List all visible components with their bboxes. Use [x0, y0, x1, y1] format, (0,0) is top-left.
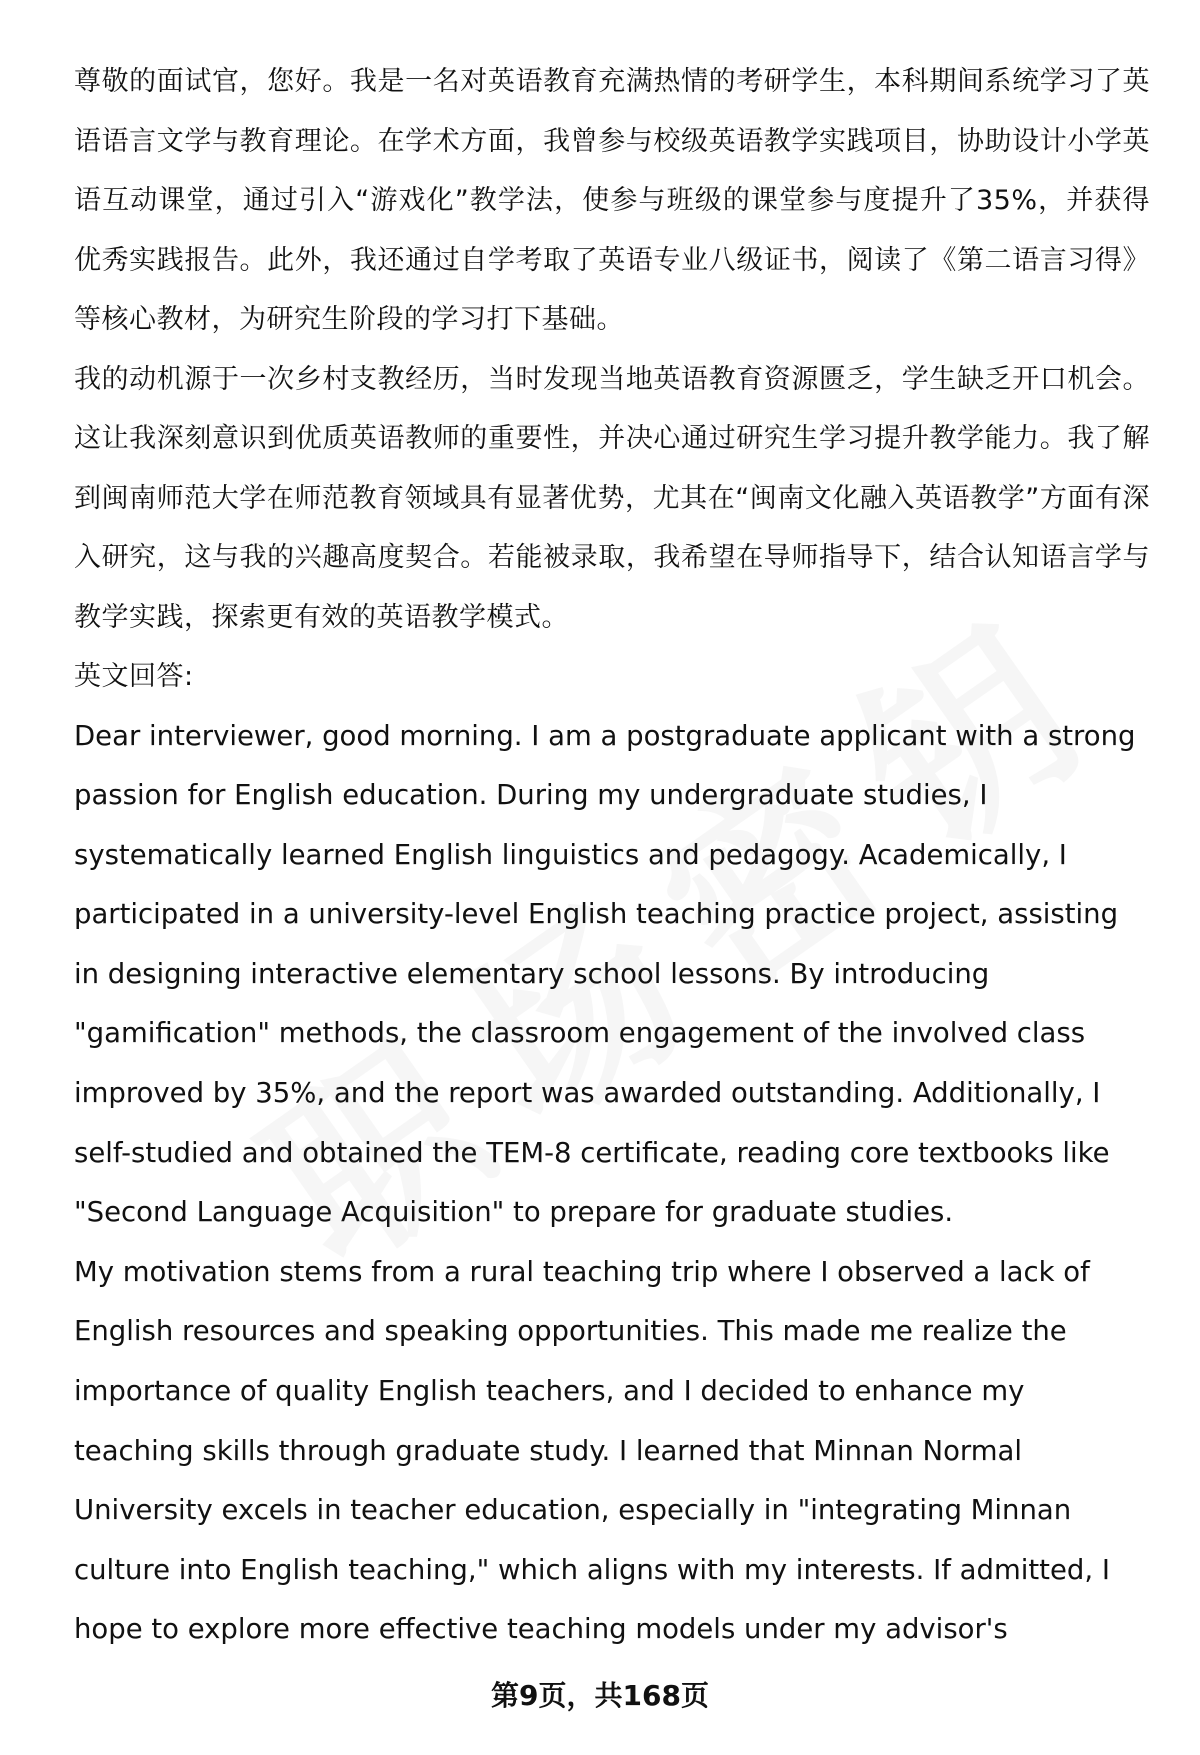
document-body	[74, 52, 1150, 1660]
chinese-paragraph-1: 尊敬的面试官，您好。我是一名对英语教育充满热情的考研学生，本科期间系统学习了英语语言文学与教育理论。在学术方面，我曾参与校级英语教学实践项目，协助设计小学英语互动课堂，通过引入“游戏化”教学法，使参与班级的课堂参与度提升了35%，并获得优秀实践报告。此外，我还通过自学考取了英语专业八级证书，阅读了《第二语言习得》等核心教材，为研究生阶段的学习打下基础。	[74, 66, 1150, 335]
english-answer-label: 英文回答:	[74, 661, 194, 692]
english-paragraph-1: Dear interviewer, good morning. I am a postgraduate applicant with a strong passion for English education. During my undergraduate studies, I systematically learned English linguistics and pedagogy. Academically, I participated in a university-level English teaching practice project, assisting in designing interactive elementary school lessons. By introducing "gamification" methods, the classroom engagement of the involved class improved by 35%, and the report was awarded outstanding. Additionally, I self-studied and obtained the TEM-8 certificate, reading core textbooks like "Second Language Acquisition" to prepare for graduate studies.	[74, 719, 1136, 1229]
english-paragraph-2: My motivation stems from a rural teaching trip where I observed a lack of English resources and speaking opportunities. This made me realize the importance of quality English teachers, and I decided to enhance my teaching skills through graduate study. I learned that Minnan Normal University excels in teacher education, especially in "integrating Minnan culture into English teaching," which aligns with my interests. If admitted, I hope to explore more effective teaching models under my advisor's	[74, 1255, 1110, 1646]
page-number-footer: 第9页，共168页	[491, 1679, 709, 1712]
chinese-paragraph-2: 我的动机源于一次乡村支教经历，当时发现当地英语教育资源匮乏，学生缺乏开口机会。这让我深刻意识到优质英语教师的重要性，并决心通过研究生学习提升教学能力。我了解到闽南师范大学在师范教育领域具有显著优势，尤其在“闽南文化融入英语教学”方面有深入研究，这与我的兴趣高度契合。若能被录取，我希望在导师指导下，结合认知语言学与教学实践，探索更有效的英语教学模式。	[74, 363, 1150, 633]
